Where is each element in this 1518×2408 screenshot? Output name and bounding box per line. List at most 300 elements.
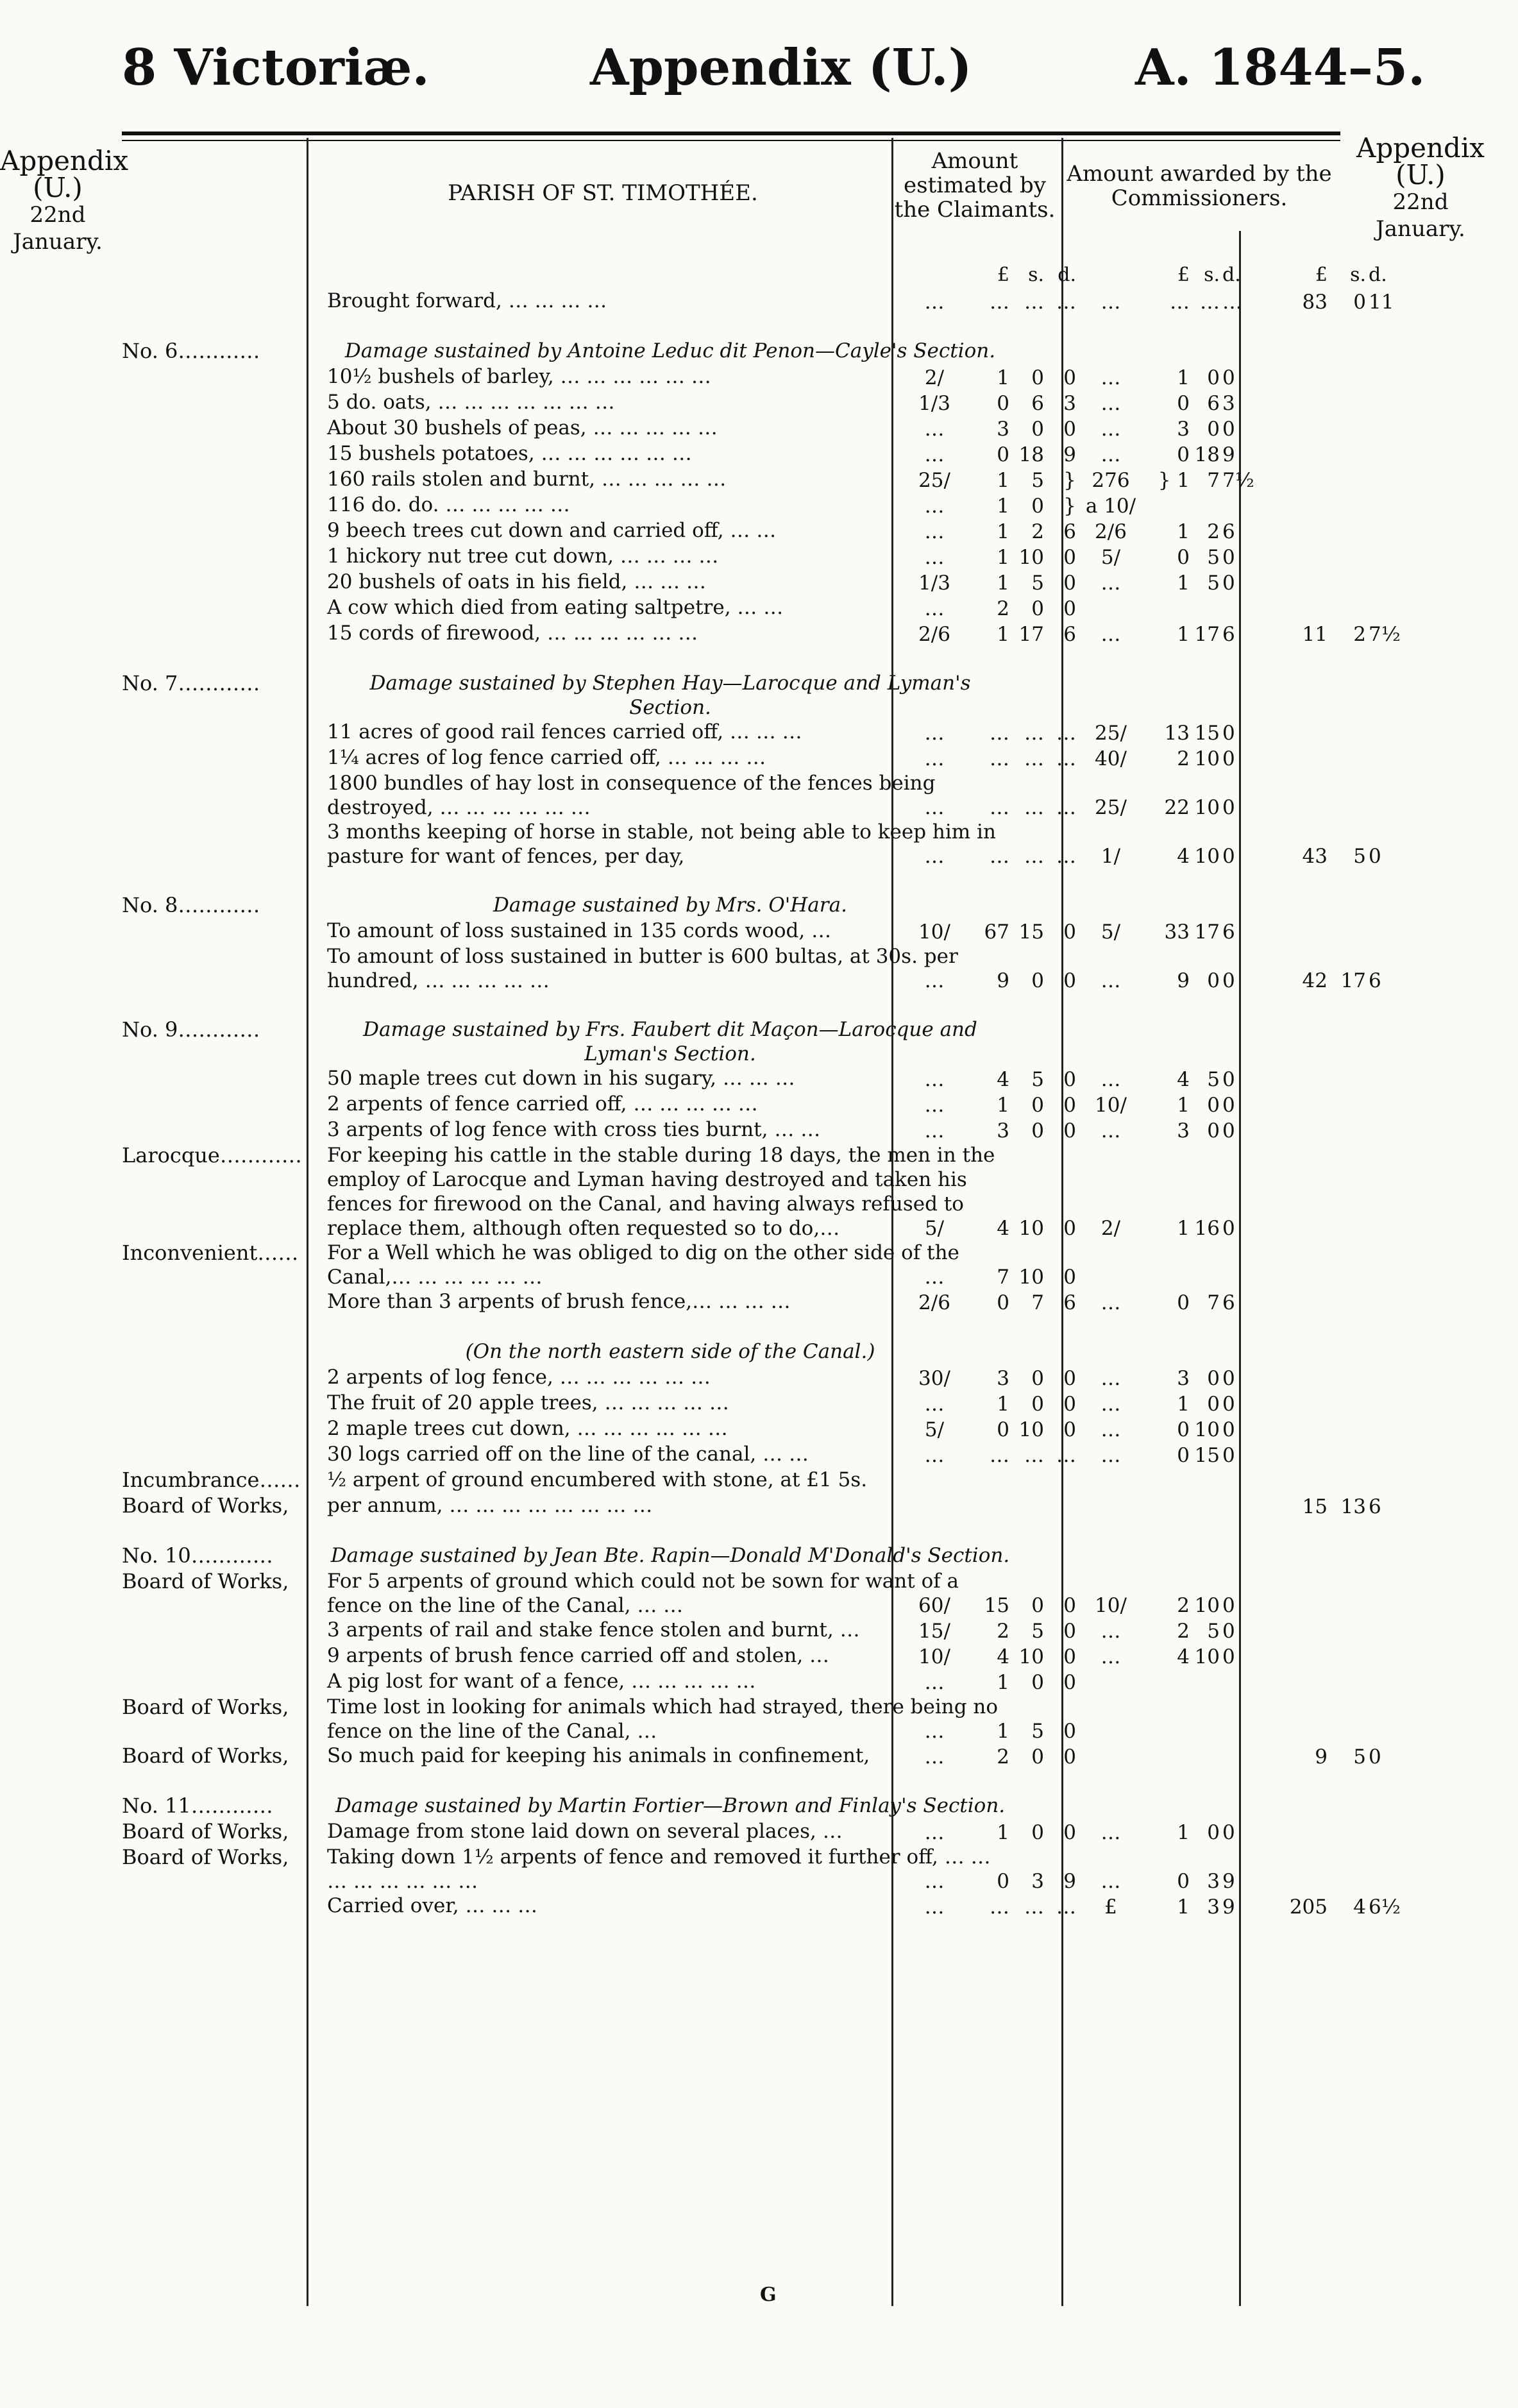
item-description: 160 rails stolen and burnt, … … … … … — [327, 468, 727, 491]
amount-d1: 0 — [1063, 1720, 1076, 1743]
amount-s1: 0 — [1031, 1821, 1044, 1844]
amount-s1: 6 — [1031, 392, 1044, 415]
amount-l1: 4 — [997, 1645, 1009, 1668]
amount-s1: … — [1024, 1895, 1044, 1919]
item-description: To amount of loss sustained in butter is 600 bultas, at 30s. per hundred, … … … … … — [327, 945, 958, 992]
amount-s1: 2 — [1031, 520, 1044, 543]
table-row — [122, 416, 1340, 441]
amount-s2: 15 — [1194, 722, 1220, 745]
amount-d2: 0 — [1222, 366, 1235, 389]
amount-rate1: … — [924, 546, 945, 569]
amount-rate2: 2/ — [1101, 1217, 1121, 1240]
amount-s1: 10 — [1018, 1266, 1044, 1289]
item-description: 11 acres of good rail fences carried off, … … … — [327, 720, 802, 743]
amount-rate2: … — [1101, 572, 1121, 595]
table-row — [122, 1618, 1340, 1643]
amount-l2: 1 — [1177, 520, 1190, 543]
amount-d2: 0 — [1222, 1119, 1235, 1142]
item-description: 9 beech trees cut down and carried off, … … — [327, 519, 777, 542]
amount-rate2: … — [1101, 392, 1121, 415]
amount-s2: 5 — [1207, 1068, 1220, 1091]
item-description: 30 logs carried off on the line of the canal, … … — [327, 1443, 809, 1466]
table-row — [122, 1643, 1340, 1669]
amount-l2: … — [1170, 291, 1190, 314]
amount-rate2: … — [1101, 1393, 1121, 1416]
side-right-u: (U.) — [1396, 159, 1446, 191]
amount-l2: 1 — [1177, 1895, 1190, 1919]
item-description: More than 3 arpents of brush fence,… … … … — [327, 1290, 791, 1313]
amount-rate1: … — [924, 1671, 945, 1694]
amount-l2: 9 — [1177, 969, 1190, 992]
amount-s1: 0 — [1031, 1393, 1044, 1416]
amount-l3: 42 — [1302, 969, 1328, 992]
amount-s1: … — [1024, 291, 1044, 314]
amount-rate1: … — [924, 969, 945, 992]
amount-rate1: … — [924, 1266, 945, 1289]
margin-note: Incumbrance…… — [122, 1468, 301, 1492]
amount-d1: 0 — [1063, 1217, 1076, 1240]
amount-rate1: … — [924, 597, 945, 620]
amount-s2: 18 — [1194, 443, 1220, 466]
table-row — [122, 390, 1340, 416]
amount-l1: 3 — [997, 1119, 1009, 1142]
amount-s2: 5 — [1207, 546, 1220, 569]
amount-s2: 10 — [1194, 845, 1220, 868]
amount-s1: … — [1024, 845, 1044, 868]
item-description: per annum, … … … … … … … … — [327, 1494, 653, 1517]
margin-note: Board of Works, — [122, 1819, 289, 1844]
amount-d2: 6 — [1222, 623, 1235, 646]
row-spacer — [122, 1769, 1340, 1793]
amount-d2: 0 — [1222, 1393, 1235, 1416]
amount-rate2: … — [1101, 1291, 1121, 1314]
amount-rate1: 10/ — [918, 1645, 950, 1668]
amount-d2: 0 — [1222, 572, 1235, 595]
amount-s1: … — [1024, 796, 1044, 819]
amount-l1: 1 — [997, 1671, 1009, 1694]
amount-l1: 1 — [997, 1094, 1009, 1117]
amount-s1: 10 — [1018, 546, 1044, 569]
amount-s2: 0 — [1207, 1821, 1220, 1844]
amount-rate2: … — [1101, 291, 1121, 314]
amount-rate1: 60/ — [918, 1594, 950, 1617]
amount-l1: 0 — [997, 1870, 1009, 1893]
table-row — [122, 544, 1340, 570]
amount-l1: 1 — [997, 1720, 1009, 1743]
amount-d2: 0 — [1222, 1594, 1235, 1617]
side-right-appendix: Appendix — [1356, 132, 1485, 164]
table-row — [122, 1092, 1340, 1117]
unit-header-row — [122, 263, 1387, 289]
amount-d1: 0 — [1063, 1094, 1076, 1117]
amount-s1: 0 — [1031, 1094, 1044, 1117]
amount-d2: 6 — [1222, 1291, 1235, 1314]
amount-l1: … — [990, 1895, 1009, 1919]
amount-d1: … — [1056, 1895, 1076, 1919]
item-description: For 5 arpents of ground which could not be sown for want of a fence on the line of the Canal, … … — [327, 1570, 959, 1617]
amount-s1: … — [1024, 1444, 1044, 1467]
amount-l1: 1 — [997, 469, 1009, 492]
amount-s1: 0 — [1031, 597, 1044, 620]
amount-rate2: 10/ — [1095, 1594, 1127, 1617]
amount-d1: 0 — [1063, 1671, 1076, 1694]
ledger-table — [122, 263, 1401, 1919]
amount-d1: 0 — [1063, 1418, 1076, 1441]
table-row — [122, 595, 1340, 621]
item-description: Carried over, … … … — [327, 1894, 538, 1917]
amount-rate1: … — [924, 520, 945, 543]
table-row — [122, 1468, 1340, 1493]
side-left-appendix: Appendix — [0, 145, 129, 176]
amount-d3: 7½ — [1369, 623, 1401, 646]
amount-s1: 0 — [1031, 495, 1044, 518]
amount-d2: 0 — [1222, 1821, 1235, 1844]
amount-d1: 9 — [1063, 1870, 1076, 1893]
amount-d1: … — [1056, 796, 1076, 819]
item-description: Brought forward, … … … … — [327, 289, 607, 312]
amount-l1: 1 — [997, 572, 1009, 595]
side-label-right — [1347, 132, 1494, 242]
amount-s2: 10 — [1194, 1594, 1220, 1617]
item-description: A cow which died from eating saltpetre, … … — [327, 596, 784, 619]
amount-rate1: … — [924, 291, 945, 314]
table-row — [122, 1117, 1340, 1143]
table-row — [122, 1416, 1340, 1442]
table-row — [122, 1391, 1340, 1416]
item-description: 3 arpents of rail and stake fence stolen and burnt, … — [327, 1618, 860, 1641]
section-heading: Damage sustained by Jean Bte. Rapin—Donald M'Donald's Section. — [330, 1544, 1010, 1567]
table-row — [122, 1845, 1340, 1894]
table-row — [122, 1442, 1340, 1468]
amount-s1: 3 — [1031, 1870, 1044, 1893]
amount-l1: 0 — [997, 1418, 1009, 1441]
margin-note: Inconvenient…… — [122, 1241, 299, 1265]
table-row — [122, 1695, 1340, 1743]
amount-s2: 10 — [1194, 1645, 1220, 1668]
table-row — [122, 518, 1340, 544]
margin-note: Board of Works, — [122, 1493, 289, 1518]
amount-l1: 0 — [997, 443, 1009, 466]
section-heading-row — [122, 1543, 1340, 1569]
section-heading: Damage sustained by Antoine Leduc dit Penon—Cayle's Section. — [344, 339, 996, 362]
amount-d1: … — [1056, 1444, 1076, 1467]
amount-s3: 2 — [1353, 623, 1366, 646]
amount-s2: 16 — [1194, 1217, 1220, 1240]
amount-rate1: 1/3 — [918, 572, 950, 595]
amount-rate1: … — [924, 1821, 945, 1844]
amount-d1: 9 — [1063, 443, 1076, 466]
amount-l2: 2 — [1177, 747, 1190, 770]
amount-d1: 0 — [1063, 1745, 1076, 1768]
amount-d2: 0 — [1222, 546, 1235, 569]
page-signature: G — [760, 2284, 777, 2306]
amount-s1: 5 — [1031, 1720, 1044, 1743]
amount-l1: 1 — [997, 520, 1009, 543]
amount-rate2: … — [1101, 1870, 1121, 1893]
amount-rate1: … — [924, 1895, 945, 1919]
amount-s2: 0 — [1207, 1119, 1220, 1142]
amount-rate2: 276 — [1092, 469, 1130, 492]
amount-d1: 0 — [1063, 572, 1076, 595]
amount-l1: 1 — [997, 495, 1009, 518]
margin-note: Board of Works, — [122, 1695, 289, 1719]
amount-l2: 1 — [1177, 623, 1190, 646]
amount-l2: 2 — [1177, 1594, 1190, 1617]
amount-s2: 10 — [1194, 747, 1220, 770]
amount-s2: 5 — [1207, 572, 1220, 595]
item-description: 9 arpents of brush fence carried off and stolen, … — [327, 1644, 830, 1667]
amount-rate2: 10/ — [1095, 1094, 1127, 1117]
amount-s2: 3 — [1207, 1895, 1220, 1919]
table-row — [122, 1143, 1340, 1241]
amount-l1: 1 — [997, 546, 1009, 569]
amount-rate2: … — [1101, 969, 1121, 992]
amount-rate1: … — [924, 722, 945, 745]
amount-l2: 4 — [1177, 1068, 1190, 1091]
row-spacer — [122, 314, 1340, 339]
amount-s2: 10 — [1194, 796, 1220, 819]
amount-rate1: 2/ — [924, 366, 945, 389]
section-heading: (On the north eastern side of the Canal.) — [465, 1340, 875, 1363]
item-description: So much paid for keeping his animals in confinement, — [327, 1744, 870, 1767]
amount-l2: 0 — [1177, 1418, 1190, 1441]
table-row — [122, 441, 1340, 467]
row-spacer — [122, 1315, 1340, 1339]
amount-rate1: … — [924, 1870, 945, 1893]
amount-l3: 43 — [1302, 845, 1328, 868]
amount-d1: 0 — [1063, 1393, 1076, 1416]
amount-rate2: … — [1101, 623, 1121, 646]
amount-d2: 0 — [1222, 418, 1235, 441]
amount-d1: … — [1056, 845, 1076, 868]
item-description: 20 bushels of oats in his field, … … … — [327, 570, 706, 593]
amount-d3: 6 — [1369, 1495, 1381, 1518]
amount-rate1: 30/ — [918, 1367, 950, 1390]
unit-pence-total: d. — [1369, 264, 1387, 286]
amount-s1: 0 — [1031, 366, 1044, 389]
amount-l2: 1 — [1177, 366, 1190, 389]
item-description: 15 cords of firewood, … … … … … … — [327, 622, 698, 645]
amount-l2: } 1 — [1158, 469, 1190, 492]
unit-shilling-total: s. — [1350, 264, 1366, 286]
amount-s2: 17 — [1194, 920, 1220, 944]
amount-d3: 0 — [1369, 1745, 1381, 1768]
item-description: 2 arpents of log fence, … … … … … … — [327, 1366, 711, 1389]
amount-d2: 9 — [1222, 1895, 1235, 1919]
amount-l1: … — [990, 845, 1009, 868]
amount-rate2: … — [1101, 1068, 1121, 1091]
amount-s2: 7 — [1207, 1291, 1220, 1314]
margin-note: No. 8………… — [122, 893, 260, 917]
item-description: 15 bushels potatoes, … … … … … … — [327, 442, 692, 465]
amount-l1: 1 — [997, 366, 1009, 389]
margin-note: No. 11………… — [122, 1793, 273, 1818]
item-description: 50 maple trees cut down in his sugary, … … … — [327, 1067, 795, 1090]
amount-rate2: £ — [1104, 1895, 1117, 1919]
amount-d3: 11 — [1369, 291, 1394, 314]
amount-d2: 0 — [1222, 1094, 1235, 1117]
amount-rate1: … — [924, 747, 945, 770]
amount-d1: 0 — [1063, 418, 1076, 441]
amount-rate1: 2/6 — [918, 623, 950, 646]
amount-d3: 6 — [1369, 969, 1381, 992]
amount-l1: 2 — [997, 1745, 1009, 1768]
amount-d1: 0 — [1063, 1645, 1076, 1668]
amount-s1: 7 — [1031, 1291, 1044, 1314]
amount-d1: 0 — [1063, 366, 1076, 389]
section-heading-row — [122, 1339, 1340, 1365]
column-header-parish: PARISH OF ST. TIMOTHÉE. — [448, 180, 758, 206]
amount-d1: 0 — [1063, 546, 1076, 569]
amount-s2: 0 — [1207, 1367, 1220, 1390]
item-description: 3 arpents of log fence with cross ties burnt, … … — [327, 1118, 821, 1141]
amount-s2: 6 — [1207, 392, 1220, 415]
side-left-u: (U.) — [33, 172, 83, 203]
amount-s2: 0 — [1207, 418, 1220, 441]
item-description: The fruit of 20 apple trees, … … … … … — [327, 1391, 729, 1414]
side-label-left — [0, 145, 129, 255]
item-description: Damage from stone laid down on several places, … — [327, 1820, 843, 1843]
item-description: To amount of loss sustained in 135 cords wood, … — [327, 919, 832, 942]
amount-d1: 6 — [1063, 1291, 1076, 1314]
amount-l2: 0 — [1177, 1444, 1190, 1467]
amount-rate1: 25/ — [918, 469, 950, 492]
table-row — [122, 570, 1340, 595]
amount-d2: 0 — [1222, 1444, 1235, 1467]
amount-rate2: … — [1101, 1444, 1121, 1467]
amount-d2: 6 — [1222, 520, 1235, 543]
amount-d2: 7½ — [1222, 469, 1254, 492]
top-rule-thick — [122, 131, 1340, 135]
amount-s1: 10 — [1018, 1418, 1044, 1441]
amount-d2: … — [1222, 291, 1242, 314]
amount-rate2: … — [1101, 1119, 1121, 1142]
amount-d1: 6 — [1063, 520, 1076, 543]
amount-rate2: 25/ — [1095, 722, 1127, 745]
amount-d2: 0 — [1222, 1367, 1235, 1390]
table-row — [122, 1669, 1340, 1695]
amount-d1: } — [1063, 469, 1076, 492]
amount-rate1: 15/ — [918, 1620, 950, 1643]
amount-l1: 1 — [997, 1393, 1009, 1416]
amount-s1: 5 — [1031, 572, 1044, 595]
amount-rate2: 2/6 — [1095, 520, 1127, 543]
amount-l2: 4 — [1177, 845, 1190, 868]
column-header-estimated: Amount estimated by the Claimants. — [894, 148, 1056, 223]
amount-rate2: 25/ — [1095, 796, 1127, 819]
amount-s1: 0 — [1031, 969, 1044, 992]
amount-l3: 15 — [1302, 1495, 1328, 1518]
amount-l2: 0 — [1177, 546, 1190, 569]
amount-l1: 1 — [997, 623, 1009, 646]
section-heading: Damage sustained by Stephen Hay—Larocque and Lyman's Section. — [369, 672, 971, 719]
amount-d1: … — [1056, 291, 1076, 314]
amount-l1: 4 — [997, 1217, 1009, 1240]
amount-d1: 0 — [1063, 1119, 1076, 1142]
margin-note: No. 7………… — [122, 671, 260, 695]
item-description: 10½ bushels of barley, … … … … … … — [327, 365, 711, 388]
amount-rate2: a 10/ — [1085, 495, 1136, 518]
table-row — [122, 771, 1340, 820]
amount-s1: 0 — [1031, 418, 1044, 441]
amount-rate1: … — [924, 845, 945, 868]
amount-rate1: … — [924, 1444, 945, 1467]
item-description: 2 arpents of fence carried off, … … … … … — [327, 1092, 758, 1115]
item-description: A pig lost for want of a fence, … … … … … — [327, 1670, 756, 1693]
amount-l1: 3 — [997, 418, 1009, 441]
amount-d2: 0 — [1222, 1418, 1235, 1441]
column-header-awarded: Amount awarded by the Commissioners. — [1067, 161, 1332, 211]
amount-l2: 0 — [1177, 443, 1190, 466]
amount-s3: 13 — [1340, 1495, 1366, 1518]
amount-d2: 0 — [1222, 1620, 1235, 1643]
amount-rate1: … — [924, 1119, 945, 1142]
amount-s1: 10 — [1018, 1645, 1044, 1668]
amount-rate1: … — [924, 1745, 945, 1768]
table-row — [122, 1365, 1340, 1391]
amount-d2: 0 — [1222, 1217, 1235, 1240]
amount-rate1: 10/ — [918, 920, 950, 944]
side-left-date: 22nd January. — [13, 202, 103, 255]
table-row — [122, 720, 1340, 745]
amount-d2: 9 — [1222, 443, 1235, 466]
amount-s2: 7 — [1207, 469, 1220, 492]
amount-l2: 33 — [1164, 920, 1190, 944]
amount-l2: 2 — [1177, 1620, 1190, 1643]
amount-l2: 0 — [1177, 1870, 1190, 1893]
amount-s1: 18 — [1018, 443, 1044, 466]
side-right-date: 22nd January. — [1376, 189, 1465, 242]
amount-l1: … — [990, 796, 1009, 819]
amount-rate1: … — [924, 796, 945, 819]
amount-l2: 3 — [1177, 1119, 1190, 1142]
amount-l1: … — [990, 747, 1009, 770]
amount-s2: 15 — [1194, 1444, 1220, 1467]
amount-rate1: … — [924, 1068, 945, 1091]
item-description: 1 hickory nut tree cut down, … … … … — [327, 545, 719, 568]
amount-s3: 0 — [1353, 291, 1366, 314]
amount-s3: 17 — [1340, 969, 1366, 992]
amount-s1: 0 — [1031, 1119, 1044, 1142]
unit-pound-total: £ — [1315, 264, 1328, 286]
section-heading-row — [122, 1793, 1340, 1819]
amount-s1: … — [1024, 722, 1044, 745]
amount-rate2: … — [1101, 1821, 1121, 1844]
amount-d1: } — [1063, 495, 1076, 518]
amount-s1: 10 — [1018, 1217, 1044, 1240]
table-row — [122, 820, 1381, 869]
row-spacer — [122, 1519, 1340, 1543]
amount-d1: 0 — [1063, 1620, 1076, 1643]
amount-rate2: 40/ — [1095, 747, 1127, 770]
item-description: Taking down 1½ arpents of fence and removed it further off, … … … … … … … … — [327, 1845, 991, 1893]
amount-rate2: … — [1101, 1367, 1121, 1390]
amount-s3: 5 — [1353, 1745, 1366, 1768]
amount-s1: 0 — [1031, 1745, 1044, 1768]
table-row — [122, 1289, 1340, 1315]
amount-d1: 0 — [1063, 1266, 1076, 1289]
amount-rate1: … — [924, 443, 945, 466]
amount-d1: 0 — [1063, 969, 1076, 992]
amount-s1: 5 — [1031, 1620, 1044, 1643]
amount-d1: … — [1056, 722, 1076, 745]
table-row — [122, 289, 1394, 314]
amount-l1: 7 — [997, 1266, 1009, 1289]
amount-l1: 2 — [997, 597, 1009, 620]
amount-d1: 0 — [1063, 1068, 1076, 1091]
margin-note: Larocque………… — [122, 1143, 302, 1167]
amount-rate2: 5/ — [1101, 546, 1121, 569]
